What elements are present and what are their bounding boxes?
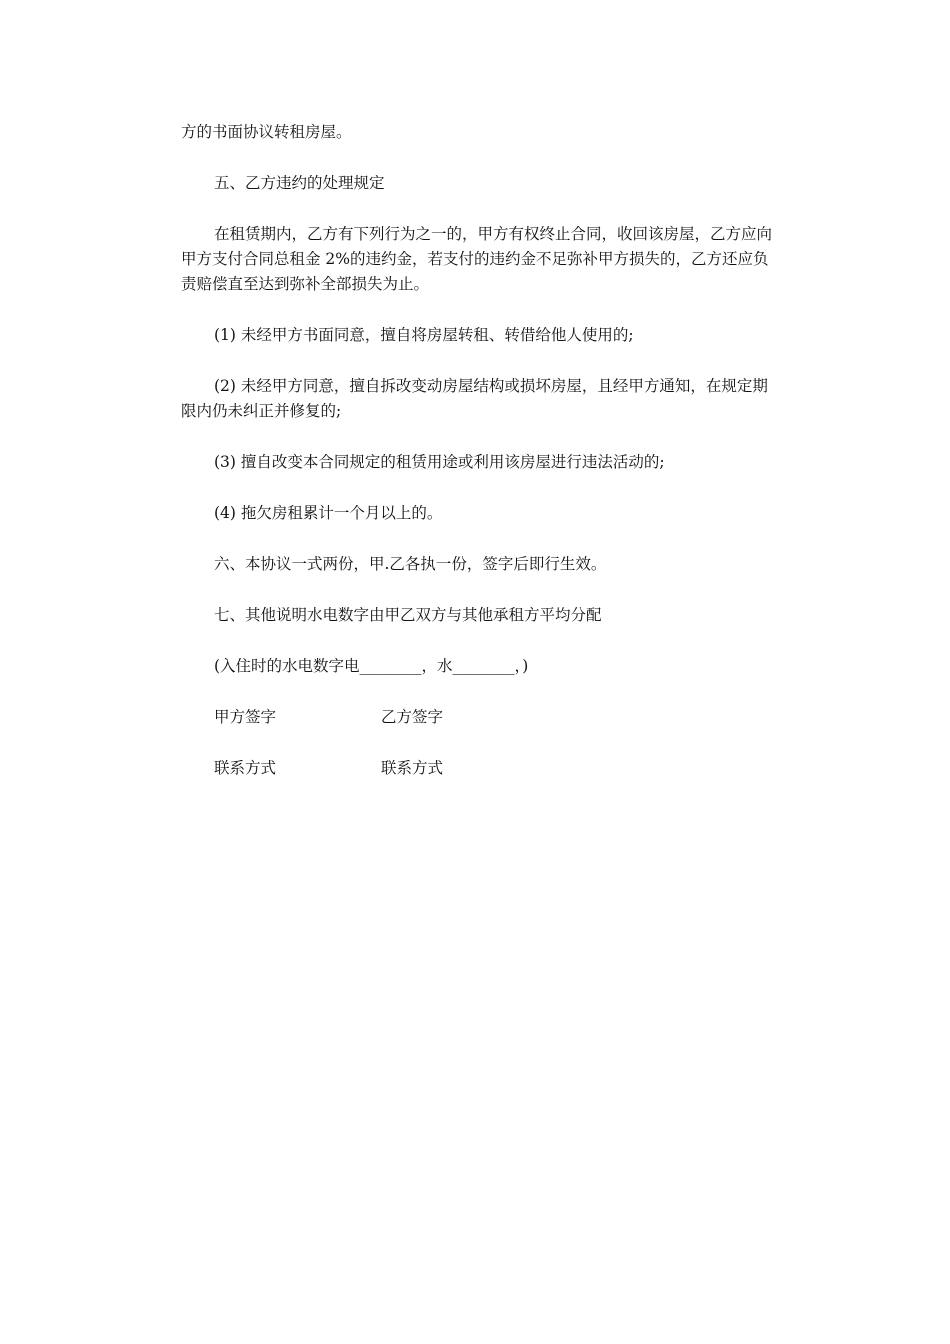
breach-item-2: (2) 未经甲方同意，擅自拆改变动房屋结构或损坏房屋，且经甲方通知，在规定期限内仍未纠正并修复的;: [181, 377, 768, 420]
paragraph-breach-terms: 在租赁期内，乙方有下列行为之一的，甲方有权终止合同，收回该房屋，乙方应向甲方支付合同总租金 2%的违约金，若支付的违约金不足弥补甲方损失的，乙方还应负责赔偿直至达到弥补全部损失为止。: [181, 225, 773, 293]
party-b-contact-label: 联系方式: [381, 759, 444, 777]
section-heading-5: 五、乙方违约的处理规定: [214, 174, 385, 192]
section-7: 七、其他说明水电数字由甲乙双方与其他承租方平均分配: [214, 606, 602, 624]
party-a-contact-label: 联系方式: [214, 759, 277, 777]
breach-item-4: (4) 拖欠房租累计一个月以上的。: [214, 504, 443, 522]
breach-item-3: (3) 擅自改变本合同规定的租赁用途或利用该房屋进行违法活动的;: [214, 453, 665, 471]
utility-readings: (入住时的水电数字电________，水________，): [214, 657, 529, 675]
breach-item-1: (1) 未经甲方书面同意，擅自将房屋转租、转借给他人使用的;: [214, 326, 634, 344]
section-6: 六、本协议一式两份，甲.乙各执一份，签字后即行生效。: [214, 555, 607, 573]
contact-row: [181, 756, 773, 781]
paragraph-continuation: 方的书面协议转租房屋。: [181, 123, 352, 141]
document-body: [181, 120, 773, 807]
party-a-signature-label: 甲方签字: [214, 708, 277, 726]
signature-row: [181, 705, 773, 730]
party-b-signature-label: 乙方签字: [381, 708, 444, 726]
